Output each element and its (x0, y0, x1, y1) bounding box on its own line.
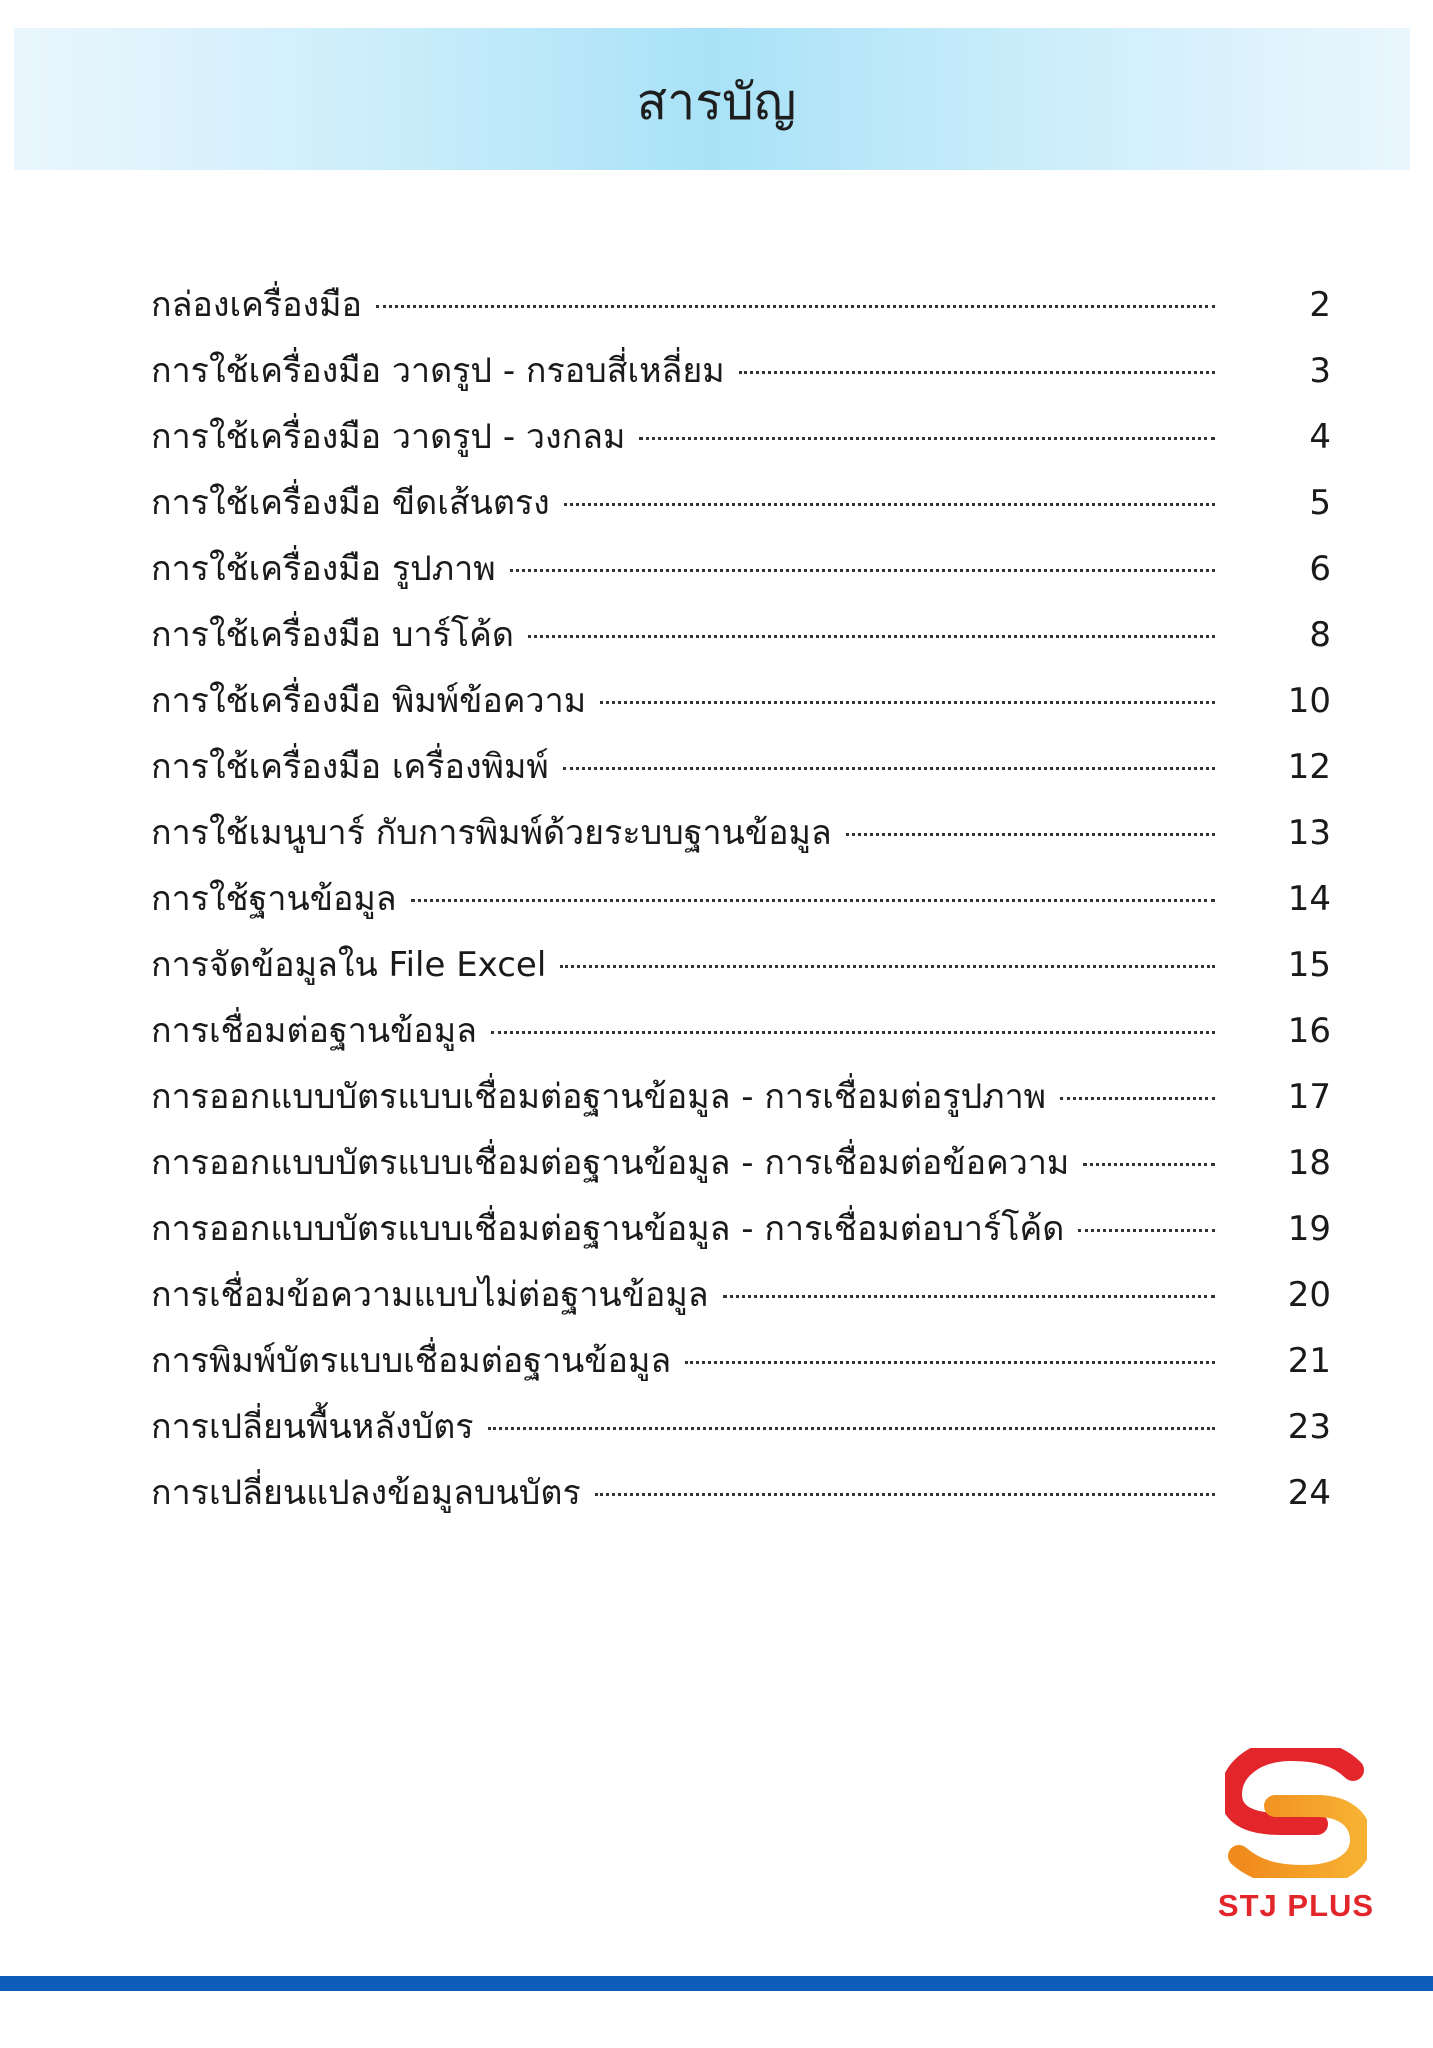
toc-entry-page-number: 24 (1287, 1473, 1331, 1513)
toc-entry[interactable] (151, 1460, 1331, 1526)
stj-s-logo-icon (1225, 1748, 1367, 1878)
table-of-contents (151, 272, 1331, 1526)
dot-leader (846, 833, 1215, 836)
dot-leader (560, 965, 1215, 968)
toc-entry-page-number: 20 (1287, 1275, 1331, 1315)
toc-entry[interactable] (151, 602, 1331, 668)
dot-leader (510, 569, 1215, 572)
dot-leader (723, 1295, 1215, 1298)
toc-entry[interactable] (151, 404, 1331, 470)
toc-entry-title: การใช้เครื่องมือ บาร์โค้ด (151, 615, 514, 655)
dot-leader (528, 635, 1215, 638)
stj-plus-logo (1212, 1748, 1380, 1938)
toc-entry[interactable] (151, 668, 1331, 734)
toc-entry-page-number: 21 (1287, 1341, 1331, 1381)
toc-entry-title: การใช้เมนูบาร์ กับการพิมพ์ด้วยระบบฐานข้อมูล (151, 813, 832, 853)
dot-leader (600, 701, 1215, 704)
dot-leader (595, 1493, 1215, 1496)
toc-entry-page-number: 17 (1287, 1077, 1331, 1117)
toc-entry[interactable] (151, 998, 1331, 1064)
dot-leader (411, 899, 1215, 902)
toc-entry[interactable] (151, 338, 1331, 404)
toc-entry-title: การเปลี่ยนแปลงข้อมูลบนบัตร (151, 1473, 581, 1513)
toc-entry-title: การจัดข้อมูลใน File Excel (151, 945, 547, 985)
toc-entry[interactable] (151, 866, 1331, 932)
dot-leader (1083, 1163, 1215, 1166)
dot-leader (1078, 1229, 1215, 1232)
dot-leader (685, 1361, 1215, 1364)
toc-entry[interactable] (151, 1262, 1331, 1328)
toc-entry-title: การพิมพ์บัตรแบบเชื่อมต่อฐานข้อมูล (151, 1341, 672, 1381)
toc-entry-title: การเชื่อมข้อความแบบไม่ต่อฐานข้อมูล (151, 1275, 709, 1315)
toc-entry-title: การเชื่อมต่อฐานข้อมูล (151, 1011, 477, 1051)
toc-entry[interactable] (151, 734, 1331, 800)
toc-entry-page-number: 12 (1287, 747, 1331, 787)
toc-entry-title: การออกแบบบัตรแบบเชื่อมต่อฐานข้อมูล - การเชื่อมต่อรูปภาพ (151, 1077, 1047, 1117)
toc-entry-title: การใช้เครื่องมือ รูปภาพ (151, 549, 496, 589)
toc-entry-title: การออกแบบบัตรแบบเชื่อมต่อฐานข้อมูล - การเชื่อมต่อบาร์โค้ด (151, 1209, 1065, 1249)
toc-entry-page-number: 23 (1287, 1407, 1331, 1447)
toc-entry-page-number: 2 (1309, 285, 1331, 325)
toc-entry-page-number: 4 (1309, 417, 1331, 457)
toc-entry[interactable] (151, 932, 1331, 998)
toc-entry-page-number: 16 (1287, 1011, 1331, 1051)
toc-entry[interactable] (151, 536, 1331, 602)
toc-entry-page-number: 10 (1287, 681, 1331, 721)
toc-entry-title: การใช้เครื่องมือ เครื่องพิมพ์ (151, 747, 549, 787)
toc-entry-page-number: 19 (1287, 1209, 1331, 1249)
dot-leader (739, 371, 1215, 374)
dot-leader (563, 767, 1215, 770)
toc-entry-page-number: 14 (1287, 879, 1331, 919)
toc-entry-title: กล่องเครื่องมือ (151, 285, 362, 325)
toc-entry-page-number: 6 (1309, 549, 1331, 589)
dot-leader (564, 503, 1215, 506)
toc-entry[interactable] (151, 1394, 1331, 1460)
footer-bar (0, 1976, 1433, 1991)
toc-entry-title: การเปลี่ยนพื้นหลังบัตร (151, 1407, 474, 1447)
toc-entry[interactable] (151, 800, 1331, 866)
toc-entry-title: การใช้เครื่องมือ ขีดเส้นตรง (151, 483, 550, 523)
dot-leader (1060, 1097, 1215, 1100)
dot-leader (491, 1031, 1215, 1034)
toc-entry-title: การใช้เครื่องมือ พิมพ์ข้อความ (151, 681, 587, 721)
toc-entry-page-number: 3 (1309, 351, 1331, 391)
toc-entry-page-number: 18 (1287, 1143, 1331, 1183)
toc-entry-title: การใช้เครื่องมือ วาดรูป - วงกลม (151, 417, 626, 457)
toc-entry-page-number: 8 (1309, 615, 1331, 655)
toc-entry[interactable] (151, 272, 1331, 338)
toc-entry[interactable] (151, 1064, 1331, 1130)
toc-entry[interactable] (151, 1196, 1331, 1262)
toc-entry-title: การใช้เครื่องมือ วาดรูป - กรอบสี่เหลี่ยม (151, 351, 725, 391)
toc-entry-page-number: 15 (1287, 945, 1331, 985)
dot-leader (488, 1427, 1215, 1430)
toc-entry-title: การใช้ฐานข้อมูล (151, 879, 397, 919)
toc-entry[interactable] (151, 1328, 1331, 1394)
toc-entry-page-number: 13 (1287, 813, 1331, 853)
toc-entry[interactable] (151, 470, 1331, 536)
page-title: สารบัญ (636, 73, 797, 131)
logo-text: STJ PLUS (1217, 1888, 1375, 1923)
toc-entry[interactable] (151, 1130, 1331, 1196)
toc-entry-page-number: 5 (1309, 483, 1331, 523)
toc-entry-title: การออกแบบบัตรแบบเชื่อมต่อฐานข้อมูล - การเชื่อมต่อข้อความ (151, 1143, 1070, 1183)
dot-leader (639, 437, 1215, 440)
dot-leader (376, 305, 1215, 308)
